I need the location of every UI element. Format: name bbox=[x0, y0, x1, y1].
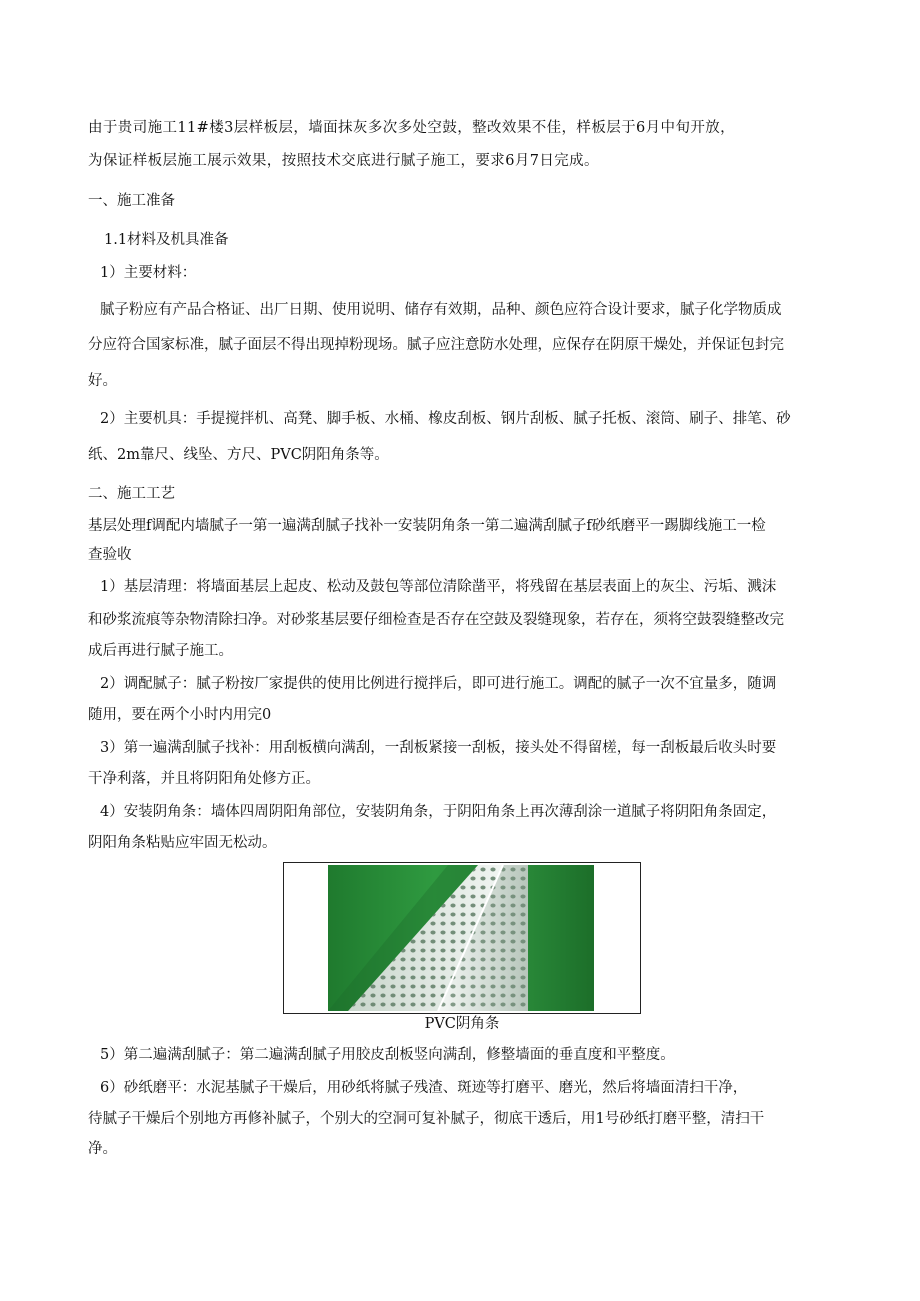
step1-line-2: 和砂浆流痕等杂物清除扫净。对砂浆基层要仔细检查是否存在空鼓及裂缝现象，若存在，须将空鼓裂缝整改完 bbox=[88, 612, 784, 628]
figure-frame bbox=[283, 862, 641, 1014]
step3-line-1: 3）第一遍满刮腻子找补：用刮板横向满刮，一刮板紧接一刮板，接头处不得留槎，每一刮板最后收头时要 bbox=[100, 740, 777, 756]
step2-line-2: 随用，要在两个小时内用完0 bbox=[88, 707, 272, 723]
materials-line-1: 腻子粉应有产品合格证、出厂日期、使用说明、储存有效期，品种、颜色应符合设计要求，腻子化学物质成 bbox=[100, 302, 782, 318]
flow-line-2: 查验收 bbox=[88, 547, 132, 563]
step1-line-1: 1）基层清理：将墙面基层上起皮、松动及鼓包等部位清除凿平，将残留在基层表面上的灰尘、污垢、溅沫 bbox=[100, 579, 777, 595]
step4-line-1: 4）安装阴角条：墙体四周阴阳角部位，安装阴角条，于阴阳角条上再次薄刮涂一道腻子将阴阳角条固定， bbox=[100, 804, 777, 820]
intro-line-2: 为保证样板层施工展示效果，按照技术交底进行腻子施工，要求6月7日完成。 bbox=[88, 153, 599, 169]
figure-caption: PVC阴角条 bbox=[424, 1016, 500, 1032]
step6-line-3: 净。 bbox=[88, 1141, 117, 1157]
step4-line-2: 阴阳角条粘贴应牢固无松动。 bbox=[88, 835, 277, 851]
step1-line-3: 成后再进行腻子施工。 bbox=[88, 643, 233, 659]
materials-line-2: 分应符合国家标准，腻子面层不得出现掉粉现场。腻子应注意防水处理，应保存在阴原干燥处，并保证包封完 bbox=[88, 337, 784, 353]
section-heading-1: 一、施工准备 bbox=[88, 193, 175, 209]
pvc-strip-illustration bbox=[328, 865, 594, 1011]
materials-title: 1）主要材料： bbox=[100, 265, 197, 281]
flow-line-1: 基层处理f调配内墙腻子一第一遍满刮腻子找补一安装阴角条一第二遍满刮腻子f砂纸磨平一踢脚线施工一检 bbox=[88, 518, 766, 534]
section-heading-2: 二、施工工艺 bbox=[88, 486, 175, 502]
step6-line-2: 待腻子干燥后个别地方再修补腻子，个别大的空洞可复补腻子，彻底干透后，用1号砂纸打磨平整，清扫干 bbox=[88, 1111, 765, 1127]
step6-line-1: 6）砂纸磨平：水泥基腻子干燥后，用砂纸将腻子残渣、斑迹等打磨平、磨光，然后将墙面清扫干净， bbox=[100, 1080, 748, 1096]
pvc-corner-strip-photo bbox=[328, 865, 594, 1011]
materials-line-3: 好。 bbox=[88, 373, 117, 389]
tools-line-2: 纸、2m靠尺、线坠、方尺、PVC阴阳角条等。 bbox=[88, 447, 389, 463]
step2-line-1: 2）调配腻子：腻子粉按厂家提供的使用比例进行搅拌后，即可进行施工。调配的腻子一次不宜量多，随调 bbox=[100, 676, 777, 692]
tools-line-1: 2）主要机具：手提搅拌机、高凳、脚手板、水桶、橡皮刮板、钢片刮板、腻子托板、滚筒、刷子、排笔、砂 bbox=[100, 411, 791, 427]
intro-line-1: 由于贵司施工11#楼3层样板层，墙面抹灰多次多处空鼓，整改效果不佳，样板层于6月中旬开放， bbox=[88, 120, 736, 136]
subsection-heading: 1.1材料及机具准备 bbox=[104, 232, 229, 248]
step3-line-2: 干净利落，并且将阴阳角处修方正。 bbox=[88, 771, 320, 787]
step5-line-1: 5）第二遍满刮腻子：第二遍满刮腻子用胶皮刮板竖向满刮，修整墙面的垂直度和平整度。 bbox=[100, 1047, 675, 1063]
